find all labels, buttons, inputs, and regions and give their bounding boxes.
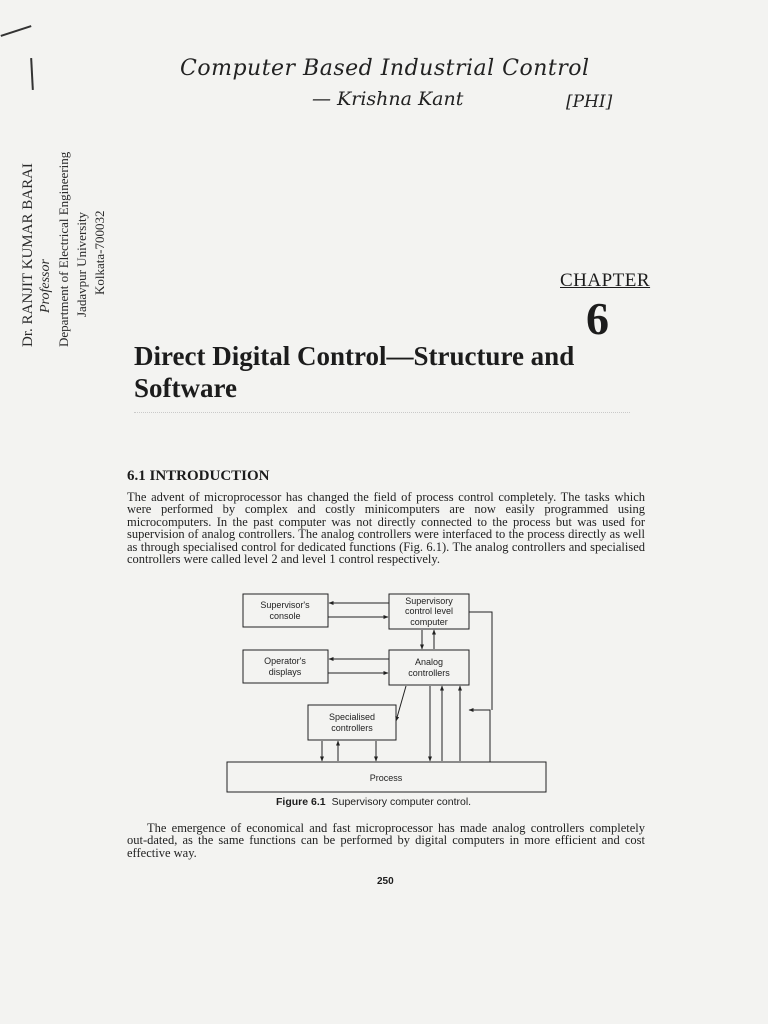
stamp-department: Department of Electrical Engineering	[56, 151, 71, 347]
supervisor-console-label-2: console	[269, 611, 301, 621]
operator-displays-label-2: displays	[268, 667, 302, 677]
chapter-number: 6	[586, 293, 609, 344]
intro-paragraph: The advent of microprocessor has changed the field of process control completely. The tasks which were performed by complex and costly minicomputers are now easily programmed using microcomputers. In the past computer was not directly connected to the process but was used for supervision of analog controllers. The analog controllers were interfaced to the process directly as well as through specialised control for dedicated functions (Fig. 6.1). The analog controllers and specialised controllers were called level 2 and level 1 control respectively.	[127, 490, 645, 567]
stamp-title: Professor	[38, 259, 53, 313]
handwritten-book-title: Computer Based Industrial Control	[180, 56, 590, 81]
handwritten-publisher: [PHI]	[566, 92, 613, 112]
handwritten-author: — Krishna Kant	[312, 88, 464, 110]
stamp-name: Dr. RANJIT KUMAR BARAI	[20, 163, 36, 347]
supervisory-computer-label-3: computer	[410, 617, 448, 627]
supervisor-console-label-1: Supervisor's	[260, 600, 310, 610]
process-label: Process	[369, 773, 403, 783]
supervisory-computer-label-2: control level	[404, 606, 454, 616]
stamp-city: Kolkata-700032	[92, 210, 107, 295]
operator-displays-label-1: Operator's	[264, 656, 306, 666]
figure-caption-label: Figure 6.1	[276, 796, 326, 808]
chapter-title: Direct Digital Control—Structure and Software	[134, 341, 575, 403]
analog-controllers-label-2: controllers	[408, 668, 450, 678]
figure-caption	[276, 796, 471, 808]
stamp-university: Jadavpur University	[74, 211, 89, 317]
pen-mark	[0, 25, 31, 37]
figure-caption-text: Supervisory computer control.	[331, 796, 472, 808]
title-divider	[134, 412, 630, 414]
analog-controllers-label-1: Analog	[414, 657, 444, 667]
chapter-label: CHAPTER	[560, 270, 651, 291]
supervisory-computer-label-1: Supervisory	[405, 596, 453, 606]
second-paragraph: The emergence of economical and fast microprocessor has made analog controllers completely out-dated, as the same functions can be performed by digital computers in more efficient and cost effective way.	[127, 821, 645, 860]
owner-stamp	[19, 77, 107, 347]
page-number: 250	[377, 876, 394, 887]
specialised-controllers-label-1: Specialised	[328, 712, 376, 722]
specialised-controllers-label-2: controllers	[331, 723, 373, 733]
figure-supervisory-control-diagram	[220, 590, 552, 795]
section-heading: 6.1 INTRODUCTION	[127, 468, 270, 484]
